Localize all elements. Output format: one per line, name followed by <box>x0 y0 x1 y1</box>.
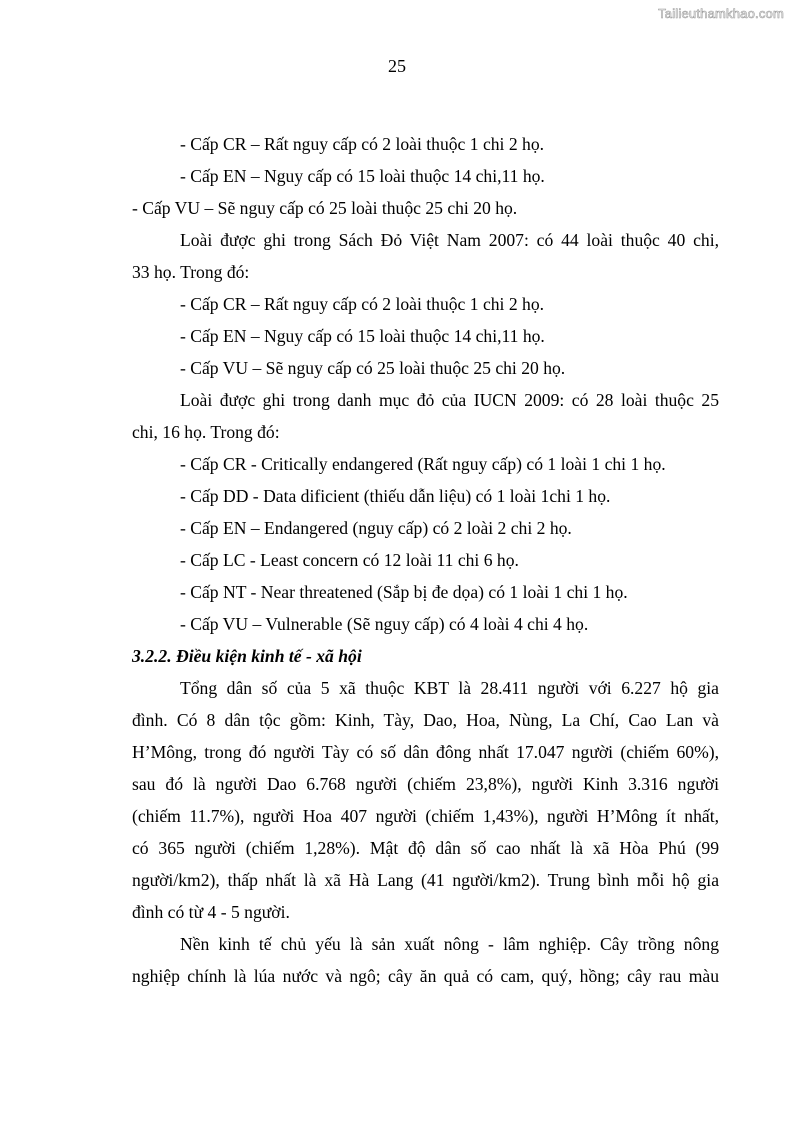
text-line: chi, 16 họ. Trong đó: <box>132 422 280 442</box>
text-line: - Cấp VU – Sẽ nguy cấp có 25 loài thuộc 25 chi 20 họ. <box>132 198 518 218</box>
text-line: sau đó là người Dao 6.768 người (chiếm 23,8%), người Kinh 3.316 người <box>132 774 719 794</box>
text-line: - Cấp LC - Least concern có 12 loài 11 chi 6 họ. <box>180 550 519 570</box>
text-line: có 365 người (chiếm 1,28%). Mật độ dân số cao nhất là xã Hòa Phú (99 <box>132 838 719 858</box>
text-line: H’Mông, trong đó người Tày có số dân đông nhất 17.047 người (chiếm 60%), <box>132 742 719 762</box>
text-line: Tổng dân số của 5 xã thuộc KBT là 28.411 người với 6.227 hộ gia <box>180 678 719 698</box>
text-line: Nền kinh tế chủ yếu là sản xuất nông - lâm nghiệp. Cây trồng nông <box>180 934 719 954</box>
text-line: - Cấp NT - Near threatened (Sắp bị đe dọa) có 1 loài 1 chi 1 họ. <box>180 582 628 602</box>
text-line: - Cấp EN – Endangered (nguy cấp) có 2 loài 2 chi 2 họ. <box>180 518 572 538</box>
text-line: nghiệp chính là lúa nước và ngô; cây ăn quả có cam, quý, hồng; cây rau màu <box>132 966 719 986</box>
text-line: đình có từ 4 - 5 người. <box>132 902 290 922</box>
text-line: (chiếm 11.7%), người Hoa 407 người (chiếm 1,43%), người H’Mông ít nhất, <box>132 806 719 826</box>
text-line: - Cấp CR – Rất nguy cấp có 2 loài thuộc 1 chi 2 họ. <box>180 294 545 314</box>
text-line: Loài được ghi trong Sách Đỏ Việt Nam 2007: có 44 loài thuộc 40 chi, <box>180 230 719 250</box>
document-body <box>132 128 719 992</box>
page-number: 25 <box>388 56 406 76</box>
text-line: người/km2), thấp nhất là xã Hà Lang (41 người/km2). Trung bình mỗi hộ gia <box>132 870 719 890</box>
watermark: Tailieuthamkhao.com <box>658 6 784 21</box>
text-line: đình. Có 8 dân tộc gồm: Kinh, Tày, Dao, Hoa, Nùng, La Chí, Cao Lan và <box>132 710 719 730</box>
text-line: Loài được ghi trong danh mục đỏ của IUCN 2009: có 28 loài thuộc 25 <box>180 390 719 410</box>
text-line: - Cấp EN – Nguy cấp có 15 loài thuộc 14 chi,11 họ. <box>180 326 545 346</box>
section-heading: 3.2.2. Điều kiện kinh tế - xã hội <box>132 646 362 666</box>
text-line: - Cấp CR - Critically endangered (Rất nguy cấp) có 1 loài 1 chi 1 họ. <box>180 454 666 474</box>
text-line: - Cấp VU – Vulnerable (Sẽ nguy cấp) có 4 loài 4 chi 4 họ. <box>180 614 589 634</box>
text-line: - Cấp DD - Data dificient (thiếu dẫn liệu) có 1 loài 1chi 1 họ. <box>180 486 611 506</box>
text-line: - Cấp EN – Nguy cấp có 15 loài thuộc 14 chi,11 họ. <box>180 166 545 186</box>
text-line: - Cấp CR – Rất nguy cấp có 2 loài thuộc 1 chi 2 họ. <box>180 134 545 154</box>
text-line: 33 họ. Trong đó: <box>132 262 250 282</box>
text-line: - Cấp VU – Sẽ nguy cấp có 25 loài thuộc 25 chi 20 họ. <box>180 358 566 378</box>
